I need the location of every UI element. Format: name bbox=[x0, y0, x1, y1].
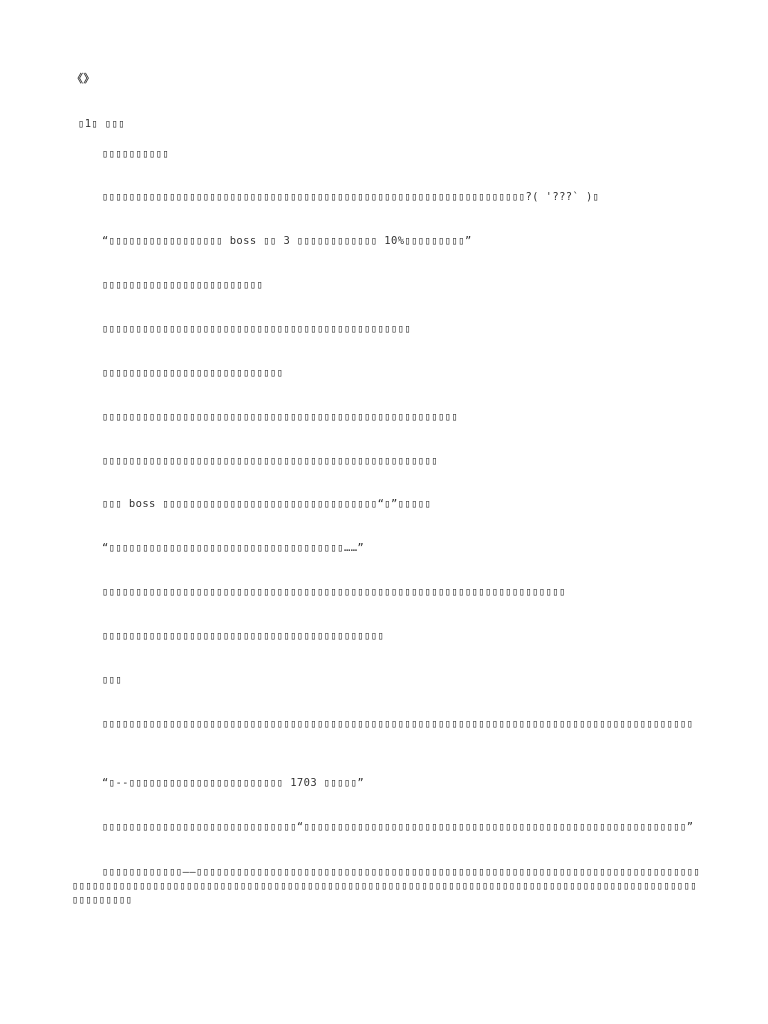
paragraph: ▯▯▯▯▯▯▯▯▯▯ bbox=[102, 148, 170, 160]
paragraph: ▯▯▯▯▯▯▯▯▯▯▯▯▯▯▯▯▯▯▯▯▯▯▯▯▯▯▯▯▯▯▯▯▯▯▯▯▯▯▯▯▯▯▯▯▯▯ bbox=[102, 323, 412, 335]
paragraph: ▯▯▯▯▯▯▯▯▯▯▯▯▯▯▯▯▯▯▯▯▯▯▯▯▯▯▯▯▯▯▯▯▯▯▯▯▯▯▯▯▯▯▯▯▯▯▯▯▯▯ bbox=[102, 455, 439, 467]
paragraph: ▯▯▯ boss ▯▯▯▯▯▯▯▯▯▯▯▯▯▯▯▯▯▯▯▯▯▯▯▯▯▯▯▯▯▯▯▯“▯”▯▯▯▯▯ bbox=[102, 498, 432, 510]
paragraph: ▯▯▯▯▯▯▯▯▯▯▯▯▯▯▯▯▯▯▯▯▯▯▯▯▯▯▯ bbox=[102, 367, 284, 379]
book-title: 《》 bbox=[72, 72, 95, 85]
chapter-heading: ▯1▯ ▯▯▯ bbox=[78, 118, 126, 130]
paragraph: ▯▯▯▯▯▯▯▯▯▯▯▯▯▯▯▯▯▯▯▯▯▯▯▯ bbox=[102, 279, 264, 291]
paragraph: “▯▯▯▯▯▯▯▯▯▯▯▯▯▯▯▯▯▯▯▯▯▯▯▯▯▯▯▯▯▯▯▯▯▯▯……” bbox=[102, 542, 365, 554]
paragraph: ▯▯▯▯▯▯▯▯▯▯▯▯▯▯▯▯▯▯▯▯▯▯▯▯▯▯▯▯▯▯▯▯▯▯▯▯▯▯▯▯▯▯ bbox=[102, 630, 385, 642]
paragraph: ▯▯▯▯▯▯▯▯▯▯▯▯——▯▯▯▯▯▯▯▯▯▯▯▯▯▯▯▯▯▯▯▯▯▯▯▯▯▯▯▯▯▯▯▯▯▯▯▯▯▯▯▯▯▯▯▯▯▯▯▯▯▯▯▯▯▯▯▯▯▯▯▯▯▯▯▯▯▯▯▯▯▯▯▯▯▯▯▯▯▯▯▯▯▯▯▯▯▯▯▯▯▯▯▯▯▯▯▯▯▯▯▯▯▯▯▯▯▯▯▯▯▯▯▯▯▯▯▯▯▯▯▯▯▯▯▯▯▯▯▯▯▯▯▯▯▯▯▯▯▯▯▯▯▯▯▯▯▯▯▯▯▯▯▯▯▯▯▯▯▯▯▯▯▯▯▯▯▯▯▯▯▯▯▯▯▯▯▯▯ bbox=[72, 866, 701, 906]
paragraph: ▯▯▯▯▯▯▯▯▯▯▯▯▯▯▯▯▯▯▯▯▯▯▯▯▯▯▯▯▯▯▯▯▯▯▯▯▯▯▯▯▯▯▯▯▯▯▯▯▯▯▯▯▯ bbox=[102, 411, 459, 423]
paragraph: “▯--▯▯▯▯▯▯▯▯▯▯▯▯▯▯▯▯▯▯▯▯▯▯▯ 1703 ▯▯▯▯▯” bbox=[102, 777, 365, 789]
paragraph: ▯▯▯▯▯▯▯▯▯▯▯▯▯▯▯▯▯▯▯▯▯▯▯▯▯▯▯▯▯“▯▯▯▯▯▯▯▯▯▯▯▯▯▯▯▯▯▯▯▯▯▯▯▯▯▯▯▯▯▯▯▯▯▯▯▯▯▯▯▯▯▯▯▯▯▯▯▯▯▯▯▯▯▯▯▯▯” bbox=[102, 821, 694, 833]
paragraph: ▯▯▯▯▯▯▯▯▯▯▯▯▯▯▯▯▯▯▯▯▯▯▯▯▯▯▯▯▯▯▯▯▯▯▯▯▯▯▯▯▯▯▯▯▯▯▯▯▯▯▯▯▯▯▯▯▯▯▯▯▯▯▯▯▯▯▯▯▯ bbox=[102, 586, 566, 598]
paragraph: ▯▯▯▯▯▯▯▯▯▯▯▯▯▯▯▯▯▯▯▯▯▯▯▯▯▯▯▯▯▯▯▯▯▯▯▯▯▯▯▯▯▯▯▯▯▯▯▯▯▯▯▯▯▯▯▯▯▯▯▯▯▯▯▯▯▯▯▯▯▯▯▯▯▯▯▯▯▯▯▯▯▯▯▯▯▯▯▯ bbox=[102, 718, 694, 730]
paragraph: ▯▯▯ bbox=[102, 674, 123, 686]
paragraph: ▯▯▯▯▯▯▯▯▯▯▯▯▯▯▯▯▯▯▯▯▯▯▯▯▯▯▯▯▯▯▯▯▯▯▯▯▯▯▯▯▯▯▯▯▯▯▯▯▯▯▯▯▯▯▯▯▯▯▯▯▯▯▯?( '???` )▯ bbox=[102, 191, 600, 203]
paragraph: “▯▯▯▯▯▯▯▯▯▯▯▯▯▯▯▯▯ boss ▯▯ 3 ▯▯▯▯▯▯▯▯▯▯▯▯ 10%▯▯▯▯▯▯▯▯▯” bbox=[102, 235, 472, 247]
